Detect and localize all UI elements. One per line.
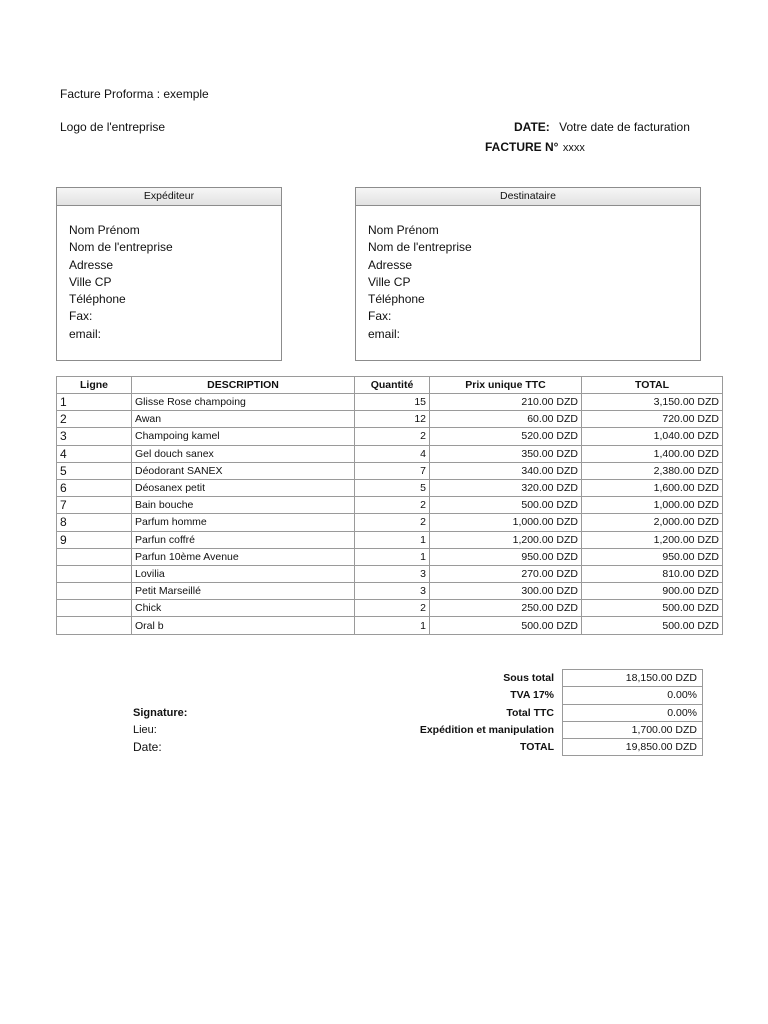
unit-price-cell: 320.00 DZD	[430, 479, 582, 496]
recipient-street: Adresse	[368, 257, 413, 272]
sender-company: Nom de l'entreprise	[69, 240, 173, 255]
totals-body	[404, 670, 703, 756]
quantity-cell: 3	[355, 565, 430, 582]
unit-price-cell: 500.00 DZD	[430, 497, 582, 514]
col-header-unit-price: Prix unique TTC	[430, 377, 582, 394]
unit-price-cell: 270.00 DZD	[430, 565, 582, 582]
recipient-address	[356, 206, 700, 343]
line-number-cell: 5	[57, 462, 132, 479]
quantity-cell: 2	[355, 514, 430, 531]
date-label: DATE:	[514, 120, 550, 134]
date-value: Votre date de facturation	[559, 120, 690, 134]
description-cell: Oral b	[132, 617, 355, 634]
description-cell: Petit Marseillé	[132, 583, 355, 600]
recipient-heading: Destinataire	[356, 188, 700, 206]
line-total-cell: 1,200.00 DZD	[582, 531, 723, 548]
line-total-cell: 1,000.00 DZD	[582, 497, 723, 514]
totals-label: TOTAL	[519, 741, 554, 754]
place-label: Lieu:	[133, 724, 157, 736]
description-cell: Bain bouche	[132, 497, 355, 514]
line-total-cell: 2,000.00 DZD	[582, 514, 723, 531]
recipient-name: Nom Prénom	[368, 223, 439, 237]
date-field	[514, 120, 690, 134]
quantity-cell: 2	[355, 428, 430, 445]
sender-heading: Expéditeur	[57, 188, 281, 206]
table-row	[57, 514, 723, 531]
description-cell: Parfum homme	[132, 514, 355, 531]
totals-label: Total TTC	[506, 706, 554, 719]
recipient-fax: Fax:	[368, 309, 392, 324]
unit-price-cell: 210.00 DZD	[430, 394, 582, 411]
description-cell: Glisse Rose champoing	[132, 394, 355, 411]
quantity-cell: 12	[355, 411, 430, 428]
col-header-quantity: Quantité	[355, 377, 430, 394]
totals-value: 0.00%	[563, 704, 703, 721]
unit-price-cell: 300.00 DZD	[430, 583, 582, 600]
col-header-total: TOTAL	[582, 377, 723, 394]
sender-phone: Téléphone	[69, 292, 126, 307]
line-total-cell: 1,600.00 DZD	[582, 479, 723, 496]
line-total-cell: 950.00 DZD	[582, 548, 723, 565]
sender-email: email:	[69, 326, 102, 341]
description-cell: Déodorant SANEX	[132, 462, 355, 479]
line-number-cell: 6	[57, 479, 132, 496]
totals-value: 0.00%	[563, 687, 703, 704]
unit-price-cell: 340.00 DZD	[430, 462, 582, 479]
invoice-number-label: FACTURE N°	[485, 140, 559, 154]
quantity-cell: 2	[355, 600, 430, 617]
line-number-cell	[57, 617, 132, 634]
line-total-cell: 3,150.00 DZD	[582, 394, 723, 411]
quantity-cell: 5	[355, 479, 430, 496]
totals-value: 19,850.00 DZD	[563, 739, 703, 756]
recipient-box	[355, 187, 701, 361]
quantity-cell: 15	[355, 394, 430, 411]
table-row	[57, 583, 723, 600]
col-header-line: Ligne	[57, 377, 132, 394]
quantity-cell: 1	[355, 531, 430, 548]
description-cell: Lovilia	[132, 565, 355, 582]
quantity-cell: 1	[355, 548, 430, 565]
line-number-cell: 9	[57, 531, 132, 548]
unit-price-cell: 60.00 DZD	[430, 411, 582, 428]
items-header-row	[57, 377, 723, 394]
description-cell: Gel douch sanex	[132, 445, 355, 462]
line-number-cell	[57, 548, 132, 565]
document-title: Facture Proforma : exemple	[60, 87, 209, 101]
recipient-email: email:	[368, 326, 401, 341]
line-total-cell: 720.00 DZD	[582, 411, 723, 428]
signature-date-label: Date:	[133, 740, 162, 754]
totals-value: 18,150.00 DZD	[563, 670, 703, 687]
recipient-city: Ville CP	[368, 274, 411, 289]
recipient-company: Nom de l'entreprise	[368, 240, 472, 255]
totals-table	[404, 669, 703, 756]
table-row	[57, 428, 723, 445]
description-cell: Déosanex petit	[132, 479, 355, 496]
items-body	[57, 394, 723, 635]
line-number-cell	[57, 565, 132, 582]
totals-label: TVA 17%	[510, 689, 554, 702]
line-total-cell: 810.00 DZD	[582, 565, 723, 582]
sender-city: Ville CP	[69, 274, 112, 289]
unit-price-cell: 520.00 DZD	[430, 428, 582, 445]
sender-box	[56, 187, 282, 361]
line-number-cell	[57, 600, 132, 617]
line-total-cell: 500.00 DZD	[582, 617, 723, 634]
items-table	[56, 376, 723, 635]
sender-fax: Fax:	[69, 309, 93, 324]
totals-label: Sous total	[503, 672, 554, 685]
line-number-cell	[57, 583, 132, 600]
totals-value: 1,700.00 DZD	[563, 721, 703, 738]
totals-row	[404, 739, 703, 756]
quantity-cell: 7	[355, 462, 430, 479]
invoice-number-value: xxxx	[562, 142, 585, 154]
table-row	[57, 479, 723, 496]
table-row	[57, 411, 723, 428]
sender-name: Nom Prénom	[69, 223, 140, 237]
unit-price-cell: 1,200.00 DZD	[430, 531, 582, 548]
unit-price-cell: 1,000.00 DZD	[430, 514, 582, 531]
table-row	[57, 565, 723, 582]
invoice-number-field	[485, 138, 585, 156]
line-number-cell: 1	[57, 394, 132, 411]
line-number-cell: 4	[57, 445, 132, 462]
description-cell: Parfun coffré	[132, 531, 355, 548]
quantity-cell: 4	[355, 445, 430, 462]
sender-street: Adresse	[69, 257, 114, 272]
company-logo-placeholder: Logo de l'entreprise	[60, 120, 166, 134]
line-number-cell: 8	[57, 514, 132, 531]
totals-row	[404, 670, 703, 687]
quantity-cell: 1	[355, 617, 430, 634]
line-number-cell: 7	[57, 497, 132, 514]
totals-row	[404, 704, 703, 721]
unit-price-cell: 500.00 DZD	[430, 617, 582, 634]
sender-address	[57, 206, 281, 343]
line-total-cell: 1,400.00 DZD	[582, 445, 723, 462]
description-cell: Champoing kamel	[132, 428, 355, 445]
recipient-phone: Téléphone	[368, 292, 425, 307]
description-cell: Awan	[132, 411, 355, 428]
quantity-cell: 2	[355, 497, 430, 514]
table-row	[57, 462, 723, 479]
table-row	[57, 394, 723, 411]
unit-price-cell: 950.00 DZD	[430, 548, 582, 565]
table-row	[57, 600, 723, 617]
totals-row	[404, 721, 703, 738]
description-cell: Chick	[132, 600, 355, 617]
col-header-description: DESCRIPTION	[132, 377, 355, 394]
table-row	[57, 531, 723, 548]
unit-price-cell: 350.00 DZD	[430, 445, 582, 462]
unit-price-cell: 250.00 DZD	[430, 600, 582, 617]
description-cell: Parfun 10ème Avenue	[132, 548, 355, 565]
line-number-cell: 3	[57, 428, 132, 445]
line-total-cell: 900.00 DZD	[582, 583, 723, 600]
table-row	[57, 445, 723, 462]
line-total-cell: 1,040.00 DZD	[582, 428, 723, 445]
totals-label: Expédition et manipulation	[419, 724, 554, 737]
line-total-cell: 2,380.00 DZD	[582, 462, 723, 479]
table-row	[57, 548, 723, 565]
quantity-cell: 3	[355, 583, 430, 600]
table-row	[57, 497, 723, 514]
signature-label: Signature:	[133, 707, 188, 719]
table-row	[57, 617, 723, 634]
totals-row	[404, 687, 703, 704]
line-total-cell: 500.00 DZD	[582, 600, 723, 617]
line-number-cell: 2	[57, 411, 132, 428]
